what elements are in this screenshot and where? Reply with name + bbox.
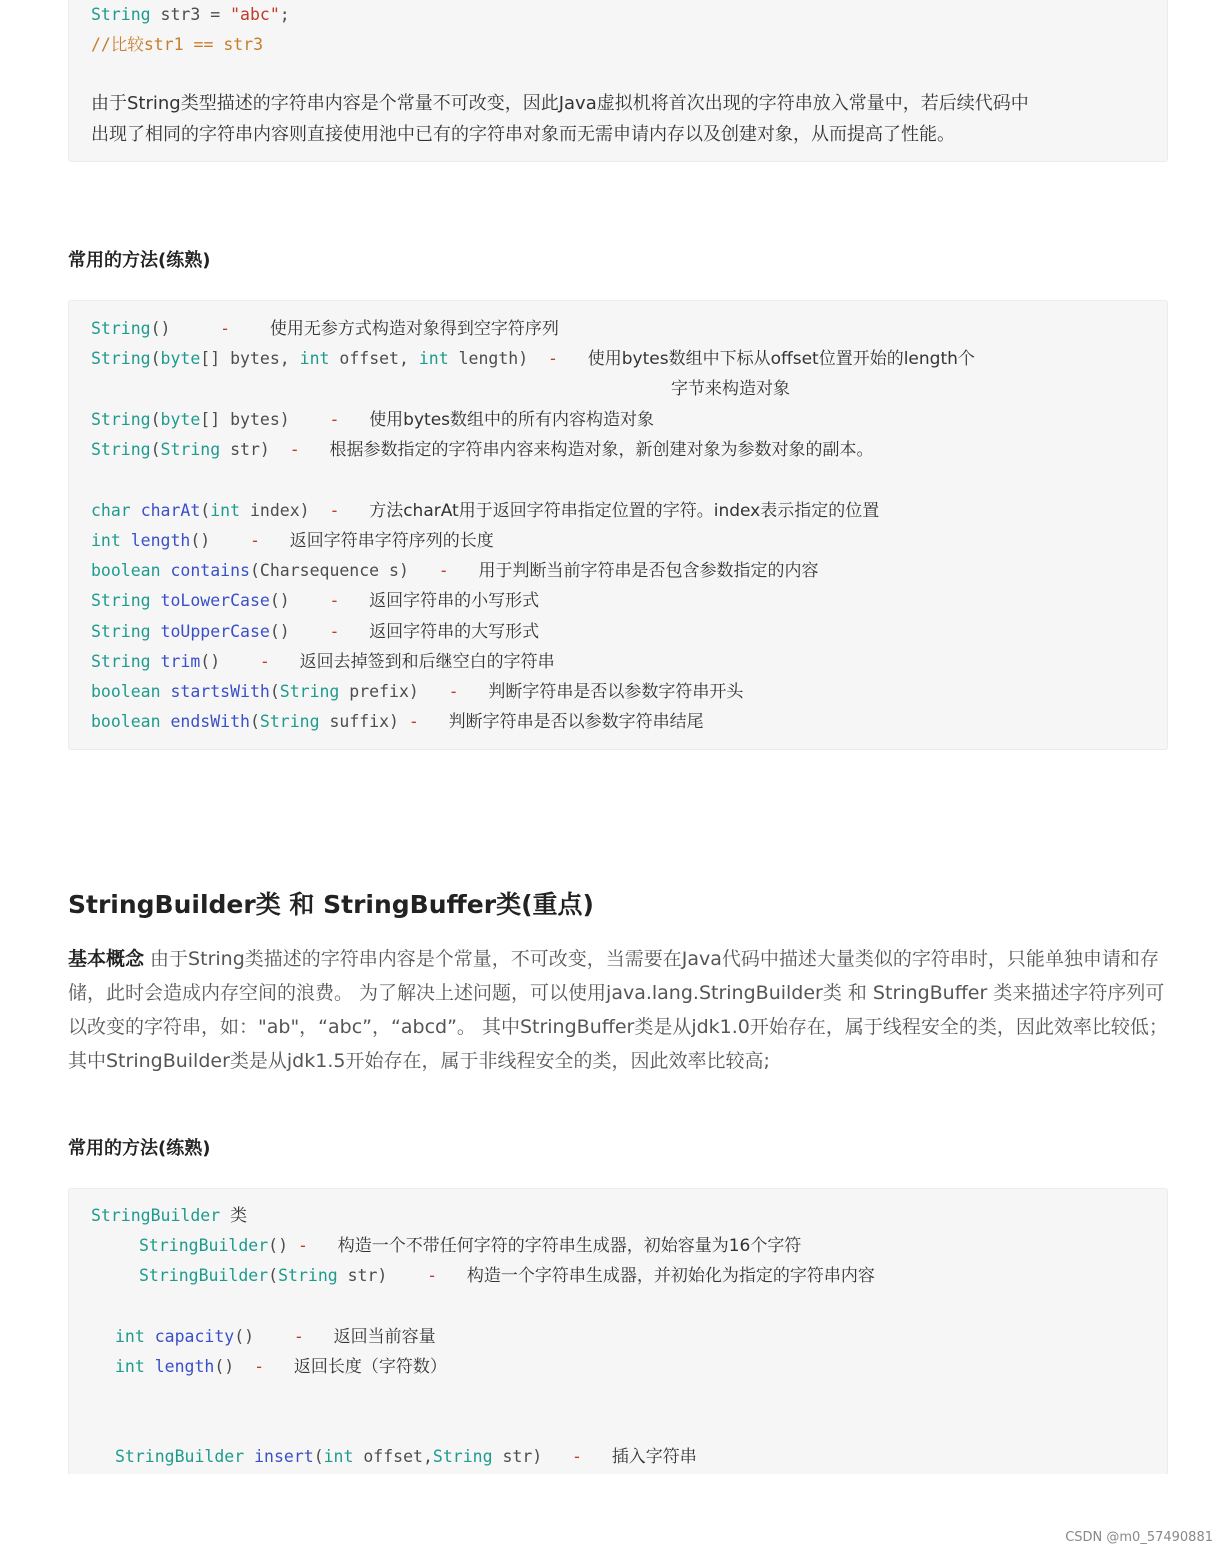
method-row: String(byte[] bytes, int offset, int length) - 使用bytes数组中下标从offset位置开始的length个 xyxy=(91,349,975,369)
code-block-stringbuilder-methods xyxy=(68,1188,1168,1474)
concept-label: 基本概念 xyxy=(68,948,145,970)
code-block-string-pool xyxy=(68,0,1168,162)
method-row: StringBuilder() - 构造一个不带任何字符的字符串生成器，初始容量为16个字符 xyxy=(139,1236,802,1256)
method-row: StringBuilder insert(int offset,String str) - 插入字符串 xyxy=(115,1447,697,1467)
method-row: String trim() - 返回去掉签到和后继空白的字符串 xyxy=(91,652,555,672)
method-row: char charAt(int index) - 方法charAt用于返回字符串指定位置的字符。index表示指定的位置 xyxy=(91,501,880,521)
concept-paragraph xyxy=(68,942,1168,1078)
method-row: boolean endsWith(String suffix) - 判断字符串是否以参数字符串结尾 xyxy=(91,712,704,732)
method-row: String(String str) - 根据参数指定的字符串内容来构造对象，新创建对象为参数对象的副本。 xyxy=(91,440,874,460)
method-row-continued: 字节来构造对象 xyxy=(671,379,790,399)
code-note-line: 由于String类型描述的字符串内容是个常量不可改变，因此Java虚拟机将首次出现的字符串放入常量中，若后续代码中 xyxy=(91,93,1029,114)
method-row: String toUpperCase() - 返回字符串的大写形式 xyxy=(91,622,540,642)
section-subheading: 常用的方法(练熟) xyxy=(68,1138,211,1159)
method-row: int length() - 返回长度（字符数） xyxy=(115,1357,447,1377)
method-row: String(byte[] bytes) - 使用bytes数组中的所有内容构造对象 xyxy=(91,410,655,430)
method-row: boolean contains(Charsequence s) - 用于判断当前字符串是否包含参数指定的内容 xyxy=(91,561,819,581)
method-row: boolean startsWith(String prefix) - 判断字符串是否以参数字符串开头 xyxy=(91,682,744,702)
code-note-line: 出现了相同的字符串内容则直接使用池中已有的字符串对象而无需申请内存以及创建对象，从而提高了性能。 xyxy=(91,124,955,145)
method-row: int length() - 返回字符串字符序列的长度 xyxy=(91,531,494,551)
concept-body: 由于String类描述的字符串内容是个常量，不可改变，当需要在Java代码中描述大量类似的字符串时，只能单独申请和存储，此时会造成内存空间的浪费。 为了解决上述问题，可以使用java.lang.StringBuilder类 和 StringBuffer 类来描述字符序列可以改变的字符串，如："ab"，“abc”，“abcd”。 其中StringBuffer类是从jdk1.0开始存在，属于线程安全的类，因此效率比较低； 其中StringBuilder类是从jdk1.5开始存在，属于非线程安全的类，因此效率比较高; xyxy=(68,948,1168,1072)
section-subheading: 常用的方法(练熟) xyxy=(68,250,211,271)
method-row: int capacity() - 返回当前容量 xyxy=(115,1327,436,1347)
code-comment: //比较str1 == str3 xyxy=(91,35,264,54)
method-row: String() - 使用无参方式构造对象得到空字符序列 xyxy=(91,319,559,339)
section-heading: StringBuilder类 和 StringBuffer类(重点) xyxy=(68,890,594,919)
code-line: String str3 = "abc"; xyxy=(91,5,290,24)
method-row: String toLowerCase() - 返回字符串的小写形式 xyxy=(91,591,540,611)
method-row: StringBuilder(String str) - 构造一个字符串生成器，并初始化为指定的字符串内容 xyxy=(139,1266,875,1286)
code-block-string-methods xyxy=(68,300,1168,750)
class-title-row: StringBuilder 类 xyxy=(91,1206,248,1226)
csdn-watermark: CSDN @m0_57490881 xyxy=(1065,1530,1213,1545)
